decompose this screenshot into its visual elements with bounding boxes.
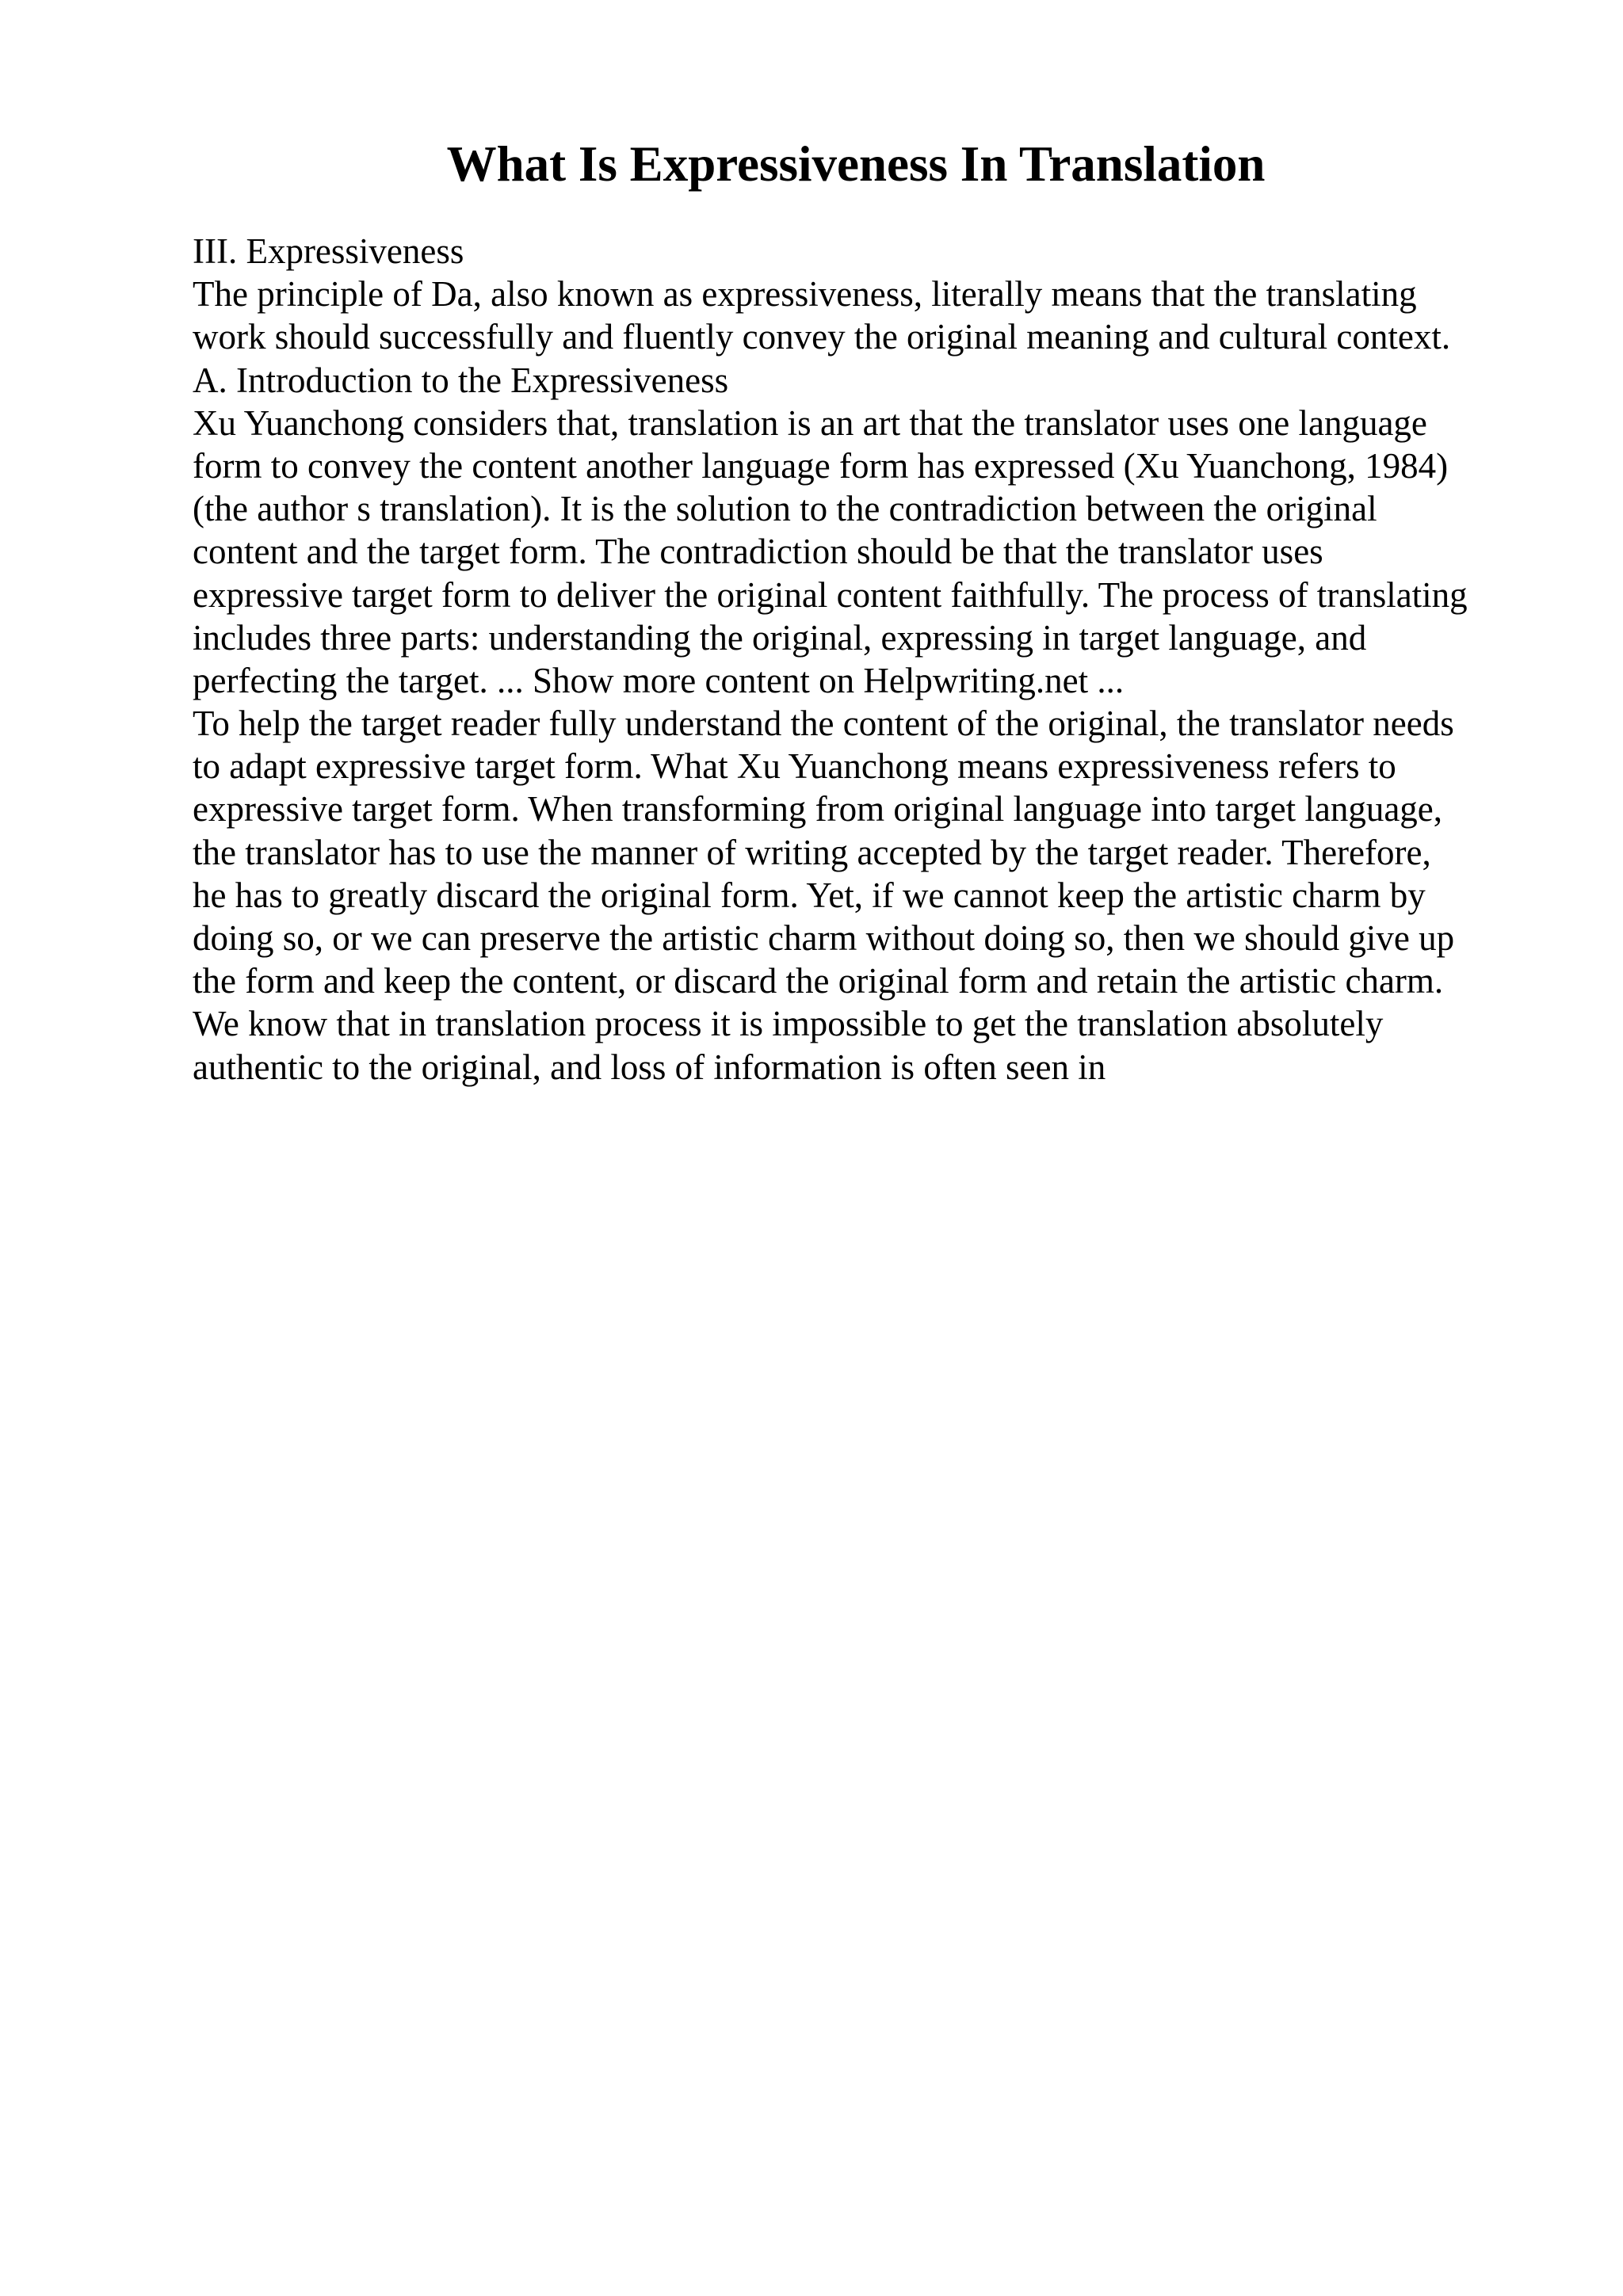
text-line: expressive target form. When transforming from original language into target language, (193, 789, 1443, 830)
text-line: III. Expressiveness (193, 231, 464, 271)
text-line: We know that in translation process it is impossible to get the translation absolutely (193, 1004, 1384, 1044)
text-line: The principle of Da, also known as expressiveness, literally means that the translating (193, 274, 1417, 315)
text-line: Xu Yuanchong considers that, translation is an art that the translator uses one language (193, 402, 1427, 443)
document-body (193, 230, 1540, 1089)
text-line: authentic to the original, and loss of information is often seen in (193, 1047, 1106, 1087)
text-line: doing so, or we can preserve the artistic charm without doing so, then we should give up (193, 918, 1455, 958)
text-line: work should successfully and fluently convey the original meaning and cultural context. (193, 317, 1451, 357)
text-line: the translator has to use the manner of writing accepted by the target reader. Therefore, (193, 832, 1431, 872)
text-line: content and the target form. The contradiction should be that the translator uses (193, 532, 1323, 572)
text-line: expressive target form to deliver the original content faithfully. The process of translating (193, 574, 1468, 615)
document-title: What Is Expressiveness In Translation (446, 136, 1266, 192)
text-line: to adapt expressive target form. What Xu Yuanchong means expressiveness refers to (193, 746, 1396, 787)
text-line: perfecting the target. ... Show more content on Helpwriting.net ... (193, 660, 1125, 700)
text-line: the form and keep the content, or discard the original form and retain the artistic charm. (193, 961, 1444, 1001)
text-line: form to convey the content another language form has expressed (Xu Yuanchong, 1984) (193, 445, 1449, 486)
text-line: (the author s translation). It is the solution to the contradiction between the original (193, 489, 1377, 529)
text-line: To help the target reader fully understand the content of the original, the translator needs (193, 704, 1454, 744)
text-line: A. Introduction to the Expressiveness (193, 360, 729, 400)
text-line: includes three parts: understanding the original, expressing in target language, and (193, 617, 1367, 658)
text-line: he has to greatly discard the original form. Yet, if we cannot keep the artistic charm by (193, 875, 1426, 915)
